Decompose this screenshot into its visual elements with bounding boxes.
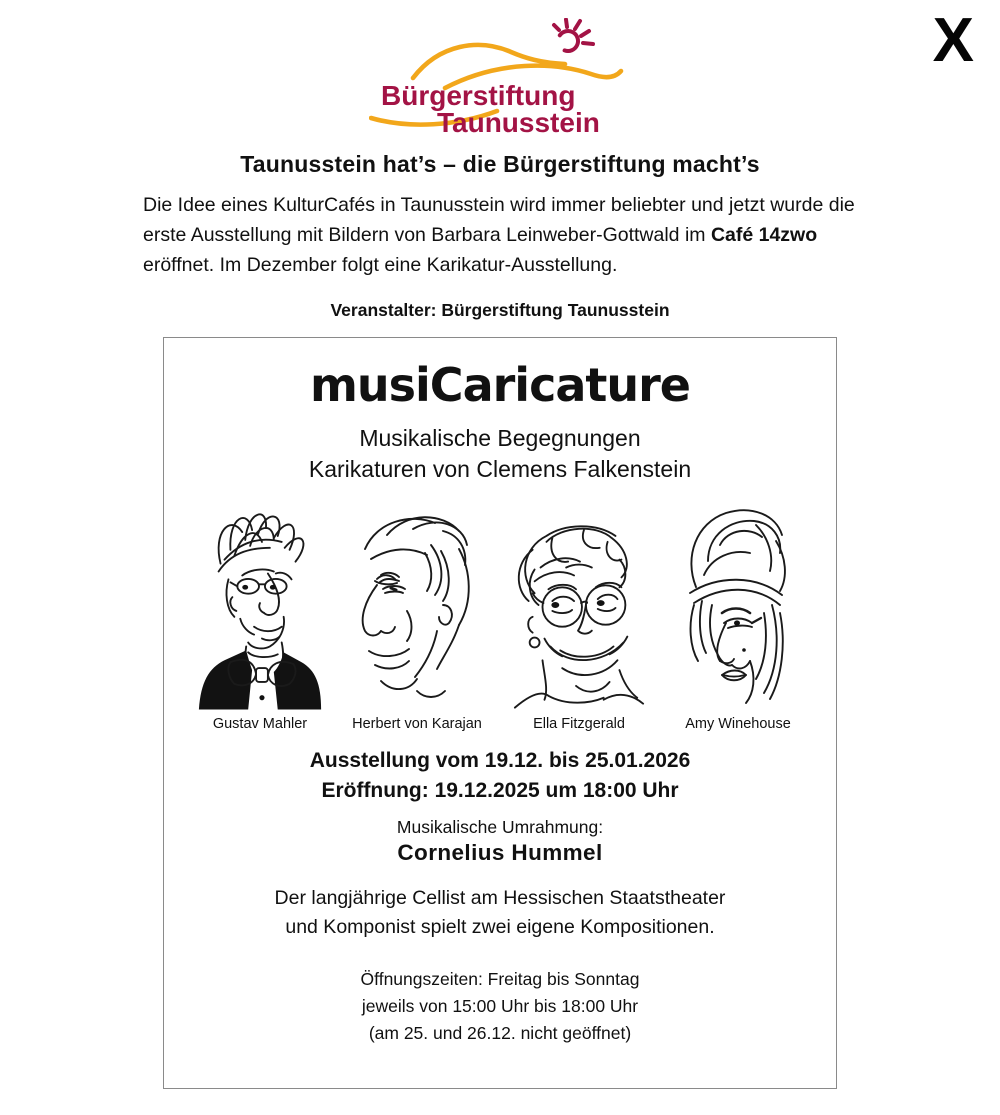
sun-over-hills-icon (369, 18, 631, 134)
poster-subtitle (164, 423, 836, 485)
musician-description-line1: Der langjährige Cellist am Hessischen Staatstheater (274, 886, 726, 909)
herbert-von-karajan-drawing (343, 501, 491, 711)
opening-date: Eröffnung: 19.12.2025 um 18:00 Uhr (321, 778, 679, 802)
amy-winehouse-drawing (667, 501, 809, 711)
caricature-name: Amy Winehouse (685, 715, 791, 732)
poster-subtitle-line2: Karikaturen von Clemens Falkenstein (308, 455, 692, 482)
org-logo (5, 0, 995, 139)
intro-text-2: eröffnet. Im Dezember folgt eine Karikatur-Ausstellung. (143, 254, 618, 276)
ella-fitzgerald-drawing (505, 501, 653, 711)
opening-hours (164, 966, 836, 1047)
intro-cafe-name: Café 14zwo (710, 224, 818, 246)
opening-hours-line2: jeweils von 15:00 Uhr bis 18:00 Uhr (361, 995, 639, 1016)
caricature-amy-winehouse (667, 501, 809, 732)
intro-text-1: Die Idee eines KulturCafés in Taunusstein wird immer beliebter und jetzt wurde die erste Ausstellung mit Bildern von Barbara Leinweber-Gottwald im (143, 194, 855, 246)
musician-description (164, 884, 836, 942)
music-label: Musikalische Umrahmung: (396, 816, 604, 837)
caricature-herbert-von-karajan (343, 501, 491, 732)
caricature-gustav-mahler (191, 501, 329, 732)
sun-icon (554, 20, 593, 52)
caricature-row (164, 501, 836, 732)
page-headline: Taunusstein hat’s – die Bürgerstiftung macht’s (240, 151, 760, 177)
logo-line1: Bürgerstiftung (381, 80, 576, 111)
logo-line2: Taunusstein (437, 107, 600, 134)
close-button[interactable]: X (932, 6, 974, 75)
poster-title: musiCaricature (309, 358, 690, 412)
caricature-name: Herbert von Karajan (352, 715, 482, 732)
newsletter-page (5, 0, 995, 1089)
caricature-ella-fitzgerald (505, 501, 653, 732)
exhibition-dates (164, 746, 836, 806)
musician-name: Cornelius Hummel (397, 839, 603, 865)
opening-hours-line1: Öffnungszeiten: Freitag bis Sonntag (360, 968, 640, 989)
caricature-name: Ella Fitzgerald (533, 715, 625, 732)
exhibition-period: Ausstellung vom 19.12. bis 25.01.2026 (309, 748, 691, 772)
opening-hours-line3: (am 25. und 26.12. nicht geöffnet) (368, 1022, 632, 1043)
gustav-mahler-drawing (191, 501, 329, 711)
musician-description-line2: und Komponist spielt zwei eigene Kompositionen. (285, 915, 715, 938)
caricature-name: Gustav Mahler (212, 715, 308, 732)
organizer-line: Veranstalter: Bürgerstiftung Taunusstein (330, 300, 670, 320)
poster-subtitle-line1: Musikalische Begegnungen (359, 424, 641, 451)
intro-paragraph (143, 190, 857, 280)
exhibition-poster (163, 337, 837, 1089)
